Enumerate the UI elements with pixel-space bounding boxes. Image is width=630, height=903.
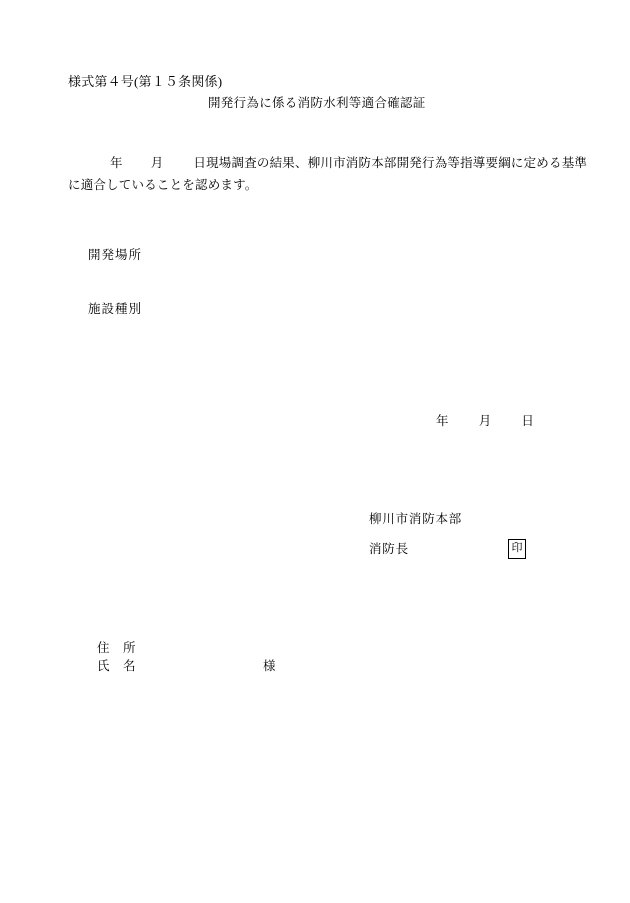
recipient-address-label: 住 所 (97, 641, 137, 655)
inspection-month-label: 月 (150, 156, 164, 170)
recipient-name-label: 氏 名 (97, 659, 137, 673)
body-paragraph-line-2: に適合していることを認めます。 (68, 178, 258, 192)
issuer-title: 消防長 (369, 542, 409, 556)
inspection-year-label: 年 (110, 156, 123, 170)
signature-month-label: 月 (478, 414, 492, 428)
form-number: 様式第４号(第１５条関係) (68, 74, 223, 89)
field-facility-type: 施設種別 (88, 302, 143, 316)
body-paragraph-line-1 (68, 156, 587, 171)
field-development-location: 開発場所 (88, 248, 143, 262)
seal-stamp-box: 印 (508, 539, 526, 559)
signature-year-label: 年 (436, 414, 449, 428)
issuer-organization: 柳川市消防本部 (369, 512, 463, 526)
signature-day-label: 日 (521, 414, 535, 428)
signature-date-line (436, 414, 534, 429)
body-text-rest: 日現場調査の結果、柳川市消防本部開発行為等指導要綱に定める基準 (193, 156, 588, 170)
recipient-honorific: 様 (263, 659, 276, 673)
document-title: 開発行為に係る消防水利等適合確認証 (208, 96, 426, 110)
